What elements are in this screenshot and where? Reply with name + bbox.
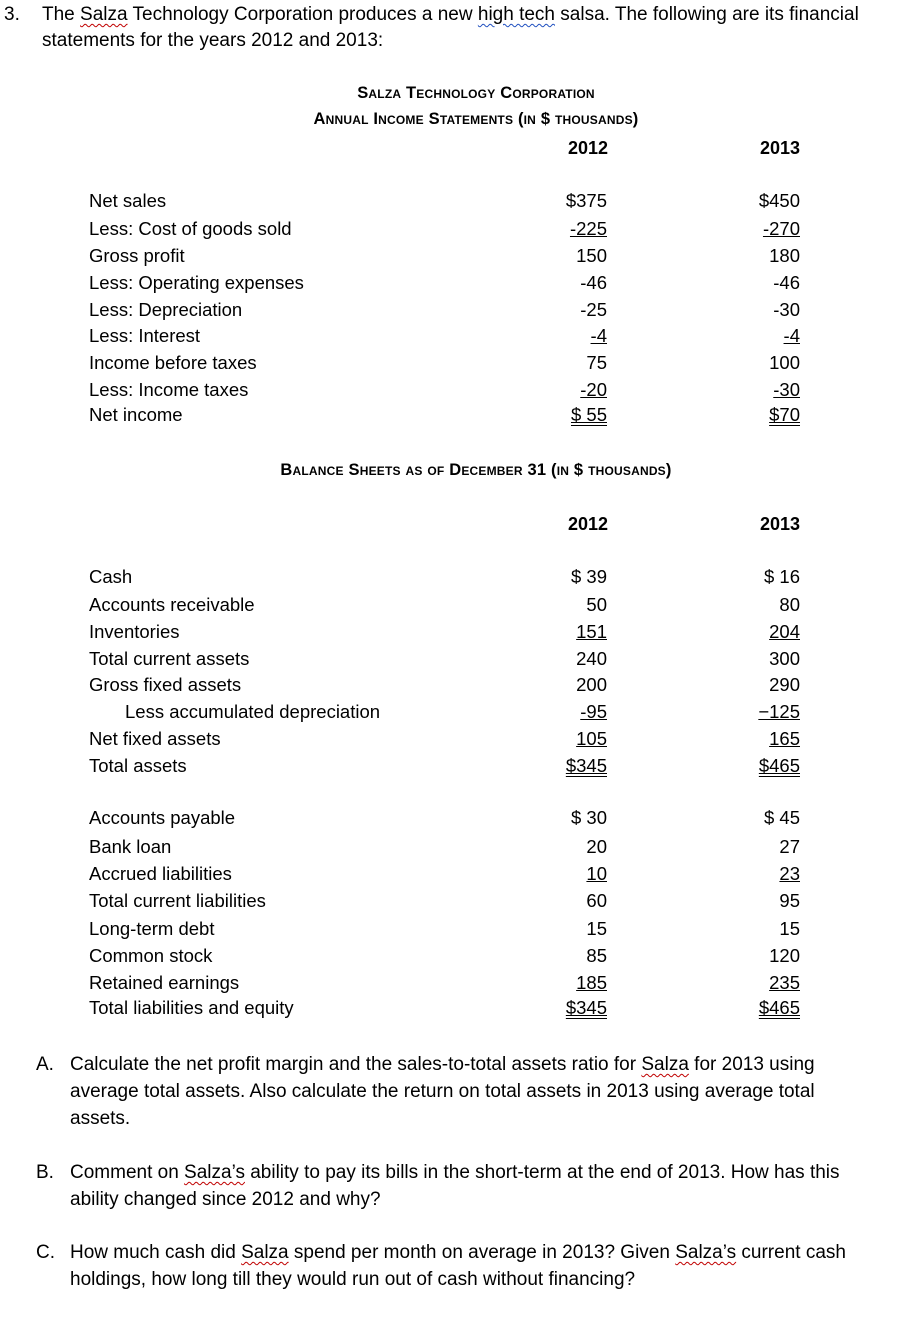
row-value-2012 bbox=[517, 918, 607, 940]
row-value-2012 bbox=[517, 272, 607, 294]
row-value-2012 bbox=[517, 728, 607, 750]
company-name-word: Salza’s bbox=[184, 1162, 245, 1183]
question-number: 3. bbox=[4, 4, 20, 25]
value-text: -4 bbox=[783, 325, 800, 346]
question-text-line2: statements for the years 2012 and 2013: bbox=[42, 30, 384, 51]
value-text: 50 bbox=[586, 594, 607, 615]
value-text: 150 bbox=[576, 245, 607, 266]
row-value-2013 bbox=[710, 379, 800, 401]
row-label: Gross profit bbox=[89, 245, 185, 266]
row-value-2013 bbox=[710, 352, 800, 374]
value-text: -30 bbox=[773, 379, 800, 400]
value-text: 10 bbox=[586, 863, 607, 884]
value-text: 15 bbox=[586, 918, 607, 939]
question-text bbox=[42, 2, 902, 54]
row-value-2013 bbox=[710, 674, 800, 696]
value-text: -25 bbox=[580, 299, 607, 320]
row-value-2013 bbox=[710, 299, 800, 321]
value-text: 85 bbox=[586, 945, 607, 966]
value-text: $70 bbox=[769, 404, 800, 425]
value-text: 23 bbox=[779, 863, 800, 884]
high-tech-word: high tech bbox=[477, 4, 555, 25]
row-value-2012 bbox=[517, 997, 607, 1019]
row-value-2012 bbox=[517, 352, 607, 374]
part-letter: C. bbox=[36, 1242, 55, 1263]
row-value-2012 bbox=[517, 945, 607, 967]
part-c bbox=[36, 1239, 896, 1329]
value-text: -225 bbox=[569, 218, 607, 239]
part-text-segment: How much cash did bbox=[70, 1242, 242, 1263]
row-label: Total assets bbox=[89, 755, 187, 776]
row-label: Accounts receivable bbox=[89, 594, 255, 615]
company-name-word: Salza’s bbox=[675, 1242, 737, 1263]
row-value-2012 bbox=[517, 863, 607, 885]
row-value-2013 bbox=[710, 863, 800, 885]
row-label: Less: Income taxes bbox=[89, 379, 249, 400]
row-label: Retained earnings bbox=[89, 972, 240, 993]
value-text: 151 bbox=[576, 621, 607, 642]
row-label: Long-term debt bbox=[89, 918, 215, 939]
row-value-2013 bbox=[710, 890, 800, 912]
row-label: Net income bbox=[89, 404, 183, 425]
value-text: 204 bbox=[769, 621, 800, 642]
row-value-2013 bbox=[710, 594, 800, 616]
value-text: $375 bbox=[565, 190, 607, 211]
value-text: $450 bbox=[758, 190, 800, 211]
value-text: 300 bbox=[769, 648, 800, 669]
value-text: -4 bbox=[590, 325, 607, 346]
part-text-segment: for 2013 using average total assets. Also calculate the return on total assets in 2013 using average total assets. bbox=[70, 1054, 815, 1129]
row-label: Total current liabilities bbox=[89, 890, 266, 911]
part-letter: B. bbox=[36, 1162, 54, 1183]
row-label: Less: Depreciation bbox=[89, 299, 243, 320]
value-text: 20 bbox=[586, 836, 607, 857]
value-text: 60 bbox=[586, 890, 607, 911]
company-name-word: Salza bbox=[641, 1054, 689, 1075]
row-label: Net fixed assets bbox=[89, 728, 221, 749]
part-text-segment: Calculate the net profit margin and the sales-to-total assets ratio for bbox=[70, 1054, 642, 1075]
value-text: 15 bbox=[779, 918, 800, 939]
value-text: 120 bbox=[769, 945, 800, 966]
row-label: Common stock bbox=[89, 945, 213, 966]
value-text: $ 39 bbox=[570, 566, 607, 587]
value-text: 165 bbox=[769, 728, 800, 749]
value-text: 95 bbox=[779, 890, 800, 911]
part-text bbox=[70, 1159, 870, 1213]
row-value-2012 bbox=[517, 566, 607, 588]
value-text: -46 bbox=[773, 272, 800, 293]
row-value-2012 bbox=[517, 594, 607, 616]
part-text bbox=[70, 1051, 870, 1132]
row-label: Less: Operating expenses bbox=[89, 272, 304, 293]
row-value-2013 bbox=[710, 566, 800, 588]
part-text bbox=[70, 1239, 870, 1293]
row-value-2013 bbox=[710, 836, 800, 858]
value-text: 75 bbox=[586, 352, 607, 373]
row-value-2012 bbox=[517, 890, 607, 912]
company-name-word: Salza bbox=[80, 4, 128, 25]
value-text: 80 bbox=[779, 594, 800, 615]
value-text: $ 55 bbox=[570, 404, 607, 425]
question-text-mid: Technology Corporation produces a new bbox=[127, 4, 478, 25]
income-year-2012: 2012 bbox=[567, 138, 608, 158]
row-label: Less accumulated depreciation bbox=[125, 701, 381, 722]
value-text: 200 bbox=[576, 674, 607, 695]
row-label: Less: Interest bbox=[89, 325, 201, 346]
row-value-2013 bbox=[710, 218, 800, 240]
income-year-2013: 2013 bbox=[759, 138, 800, 158]
row-value-2013 bbox=[710, 190, 800, 212]
value-text: $ 16 bbox=[763, 566, 800, 587]
part-text-segment: spend per month on average in 2013? Given bbox=[288, 1242, 676, 1263]
row-value-2013 bbox=[710, 272, 800, 294]
row-label: Total liabilities and equity bbox=[89, 997, 294, 1018]
row-value-2013 bbox=[710, 945, 800, 967]
row-label: Income before taxes bbox=[89, 352, 257, 373]
part-a bbox=[36, 1051, 896, 1141]
row-value-2012 bbox=[517, 755, 607, 777]
income-statement-title: Annual Income Statements (in $ thousands) bbox=[313, 110, 639, 128]
row-value-2013 bbox=[710, 404, 800, 426]
balance-sheet-title: Balance Sheets as of December 31 (in $ thousands) bbox=[280, 461, 672, 479]
row-label: Accounts payable bbox=[89, 807, 236, 828]
part-text-segment: ability to pay its bills in the short-term at the end of 2013. How has this ability changed since 2012 and why? bbox=[70, 1162, 840, 1210]
balance-year-2013: 2013 bbox=[759, 514, 800, 534]
row-label: Cash bbox=[89, 566, 133, 587]
value-text: $345 bbox=[565, 997, 607, 1018]
row-value-2013 bbox=[710, 245, 800, 267]
row-label: Less: Cost of goods sold bbox=[89, 218, 292, 239]
row-value-2012 bbox=[517, 325, 607, 347]
row-value-2013 bbox=[710, 728, 800, 750]
row-value-2012 bbox=[517, 218, 607, 240]
row-label: Gross fixed assets bbox=[89, 674, 242, 695]
row-value-2013 bbox=[710, 325, 800, 347]
row-value-2012 bbox=[517, 245, 607, 267]
value-text: −125 bbox=[758, 701, 800, 722]
question-text-pre: The bbox=[42, 4, 81, 25]
value-text: 105 bbox=[576, 728, 607, 749]
row-value-2012 bbox=[517, 807, 607, 829]
row-value-2012 bbox=[517, 299, 607, 321]
row-value-2013 bbox=[710, 621, 800, 643]
row-label: Accrued liabilities bbox=[89, 863, 232, 884]
row-value-2012 bbox=[517, 836, 607, 858]
value-text: $465 bbox=[758, 755, 800, 776]
balance-year-2012: 2012 bbox=[567, 514, 608, 534]
value-text: -20 bbox=[580, 379, 607, 400]
value-text: $ 45 bbox=[763, 807, 800, 828]
value-text: 235 bbox=[769, 972, 800, 993]
row-value-2013 bbox=[710, 755, 800, 777]
value-text: 290 bbox=[769, 674, 800, 695]
value-text: -95 bbox=[580, 701, 607, 722]
part-letter: A. bbox=[36, 1054, 54, 1075]
value-text: 185 bbox=[576, 972, 607, 993]
value-text: $ 30 bbox=[570, 807, 607, 828]
row-label: Inventories bbox=[89, 621, 180, 642]
value-text: -30 bbox=[773, 299, 800, 320]
part-text-segment: Comment on bbox=[70, 1162, 185, 1183]
value-text: 100 bbox=[769, 352, 800, 373]
row-value-2012 bbox=[517, 621, 607, 643]
row-value-2013 bbox=[710, 997, 800, 1019]
value-text: 27 bbox=[779, 836, 800, 857]
row-value-2013 bbox=[710, 807, 800, 829]
part-b bbox=[36, 1159, 896, 1249]
row-label: Total current assets bbox=[89, 648, 250, 669]
row-value-2013 bbox=[710, 648, 800, 670]
row-value-2012 bbox=[517, 404, 607, 426]
row-value-2012 bbox=[517, 648, 607, 670]
row-value-2013 bbox=[710, 701, 800, 723]
value-text: $465 bbox=[758, 997, 800, 1018]
row-value-2012 bbox=[517, 701, 607, 723]
value-text: -270 bbox=[762, 218, 800, 239]
row-value-2013 bbox=[710, 972, 800, 994]
row-value-2012 bbox=[517, 674, 607, 696]
row-label: Bank loan bbox=[89, 836, 172, 857]
value-text: $345 bbox=[565, 755, 607, 776]
row-value-2013 bbox=[710, 918, 800, 940]
part-text-segment: current cash holdings, how long till they would run out of cash without financing? bbox=[70, 1242, 846, 1290]
value-text: 180 bbox=[769, 245, 800, 266]
row-value-2012 bbox=[517, 972, 607, 994]
row-label: Net sales bbox=[89, 190, 167, 211]
value-text: 240 bbox=[576, 648, 607, 669]
income-company-title: Salza Technology Corporation bbox=[357, 84, 595, 102]
question-text-post: salsa. The following are its financial bbox=[555, 4, 859, 25]
value-text: -46 bbox=[580, 272, 607, 293]
row-value-2012 bbox=[517, 190, 607, 212]
row-value-2012 bbox=[517, 379, 607, 401]
company-name-word: Salza bbox=[241, 1242, 289, 1263]
